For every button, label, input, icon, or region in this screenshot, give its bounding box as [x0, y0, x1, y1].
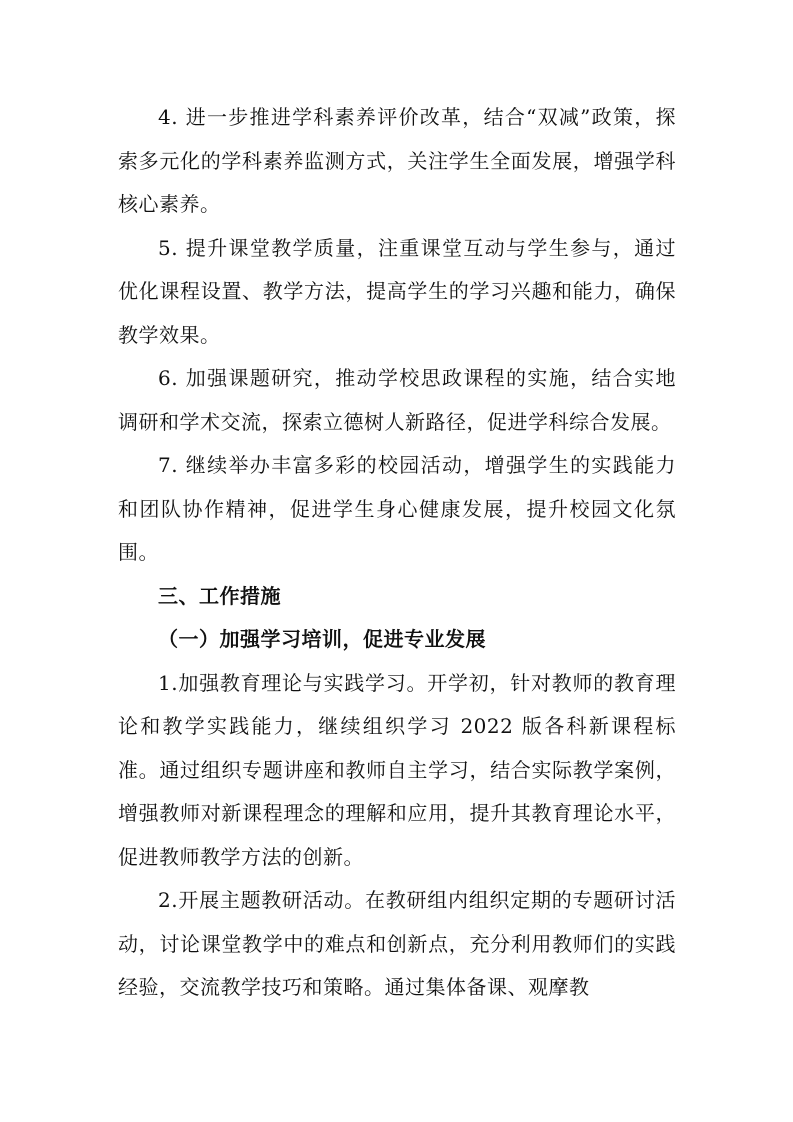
goal-paragraph-5: 5. 提升课堂教学质量，注重课堂互动与学生参与，通过优化课程设置、教学方法，提高学生的学习兴趣和能力，确保教学效果。	[118, 235, 676, 347]
measure-paragraph-2: 2.开展主题教研活动。在教研组内组织定期的专题研讨活动，讨论课堂教学中的难点和创新点，充分利用教师们的实践经验，交流教学技巧和策略。通过集体备课、观摩教	[118, 888, 676, 999]
document-body	[118, 96, 676, 1010]
goal-paragraph-4: 4. 进一步推进学科素养评价改革，结合“双减”政策，探索多元化的学科素养监测方式，关注学生全面发展，增强学科核心素养。	[118, 105, 676, 216]
goal-paragraph-7: 7. 继续举办丰富多彩的校园活动，增强学生的实践能力和团队协作精神，促进学生身心健康发展，提升校园文化氛围。	[118, 453, 676, 564]
subsection-heading: （一）加强学习培训，促进专业发展	[158, 627, 486, 651]
measure-paragraph-1: 1.加强教育理论与实践学习。开学初，针对教师的教育理论和教学实践能力，继续组织学习 2022 版各科新课程标准。通过组织专题讲座和教师自主学习，结合实际教学案例，增强教师对新课程理念的理解和应用，提升其教育理论水平，促进教师教学方法的创新。	[118, 670, 676, 869]
section-heading: 三、工作措施	[158, 583, 281, 608]
goal-paragraph-6: 6. 加强课题研究，推动学校思政课程的实施，结合实地调研和学术交流，探索立德树人新路径，促进学科综合发展。	[118, 366, 676, 434]
